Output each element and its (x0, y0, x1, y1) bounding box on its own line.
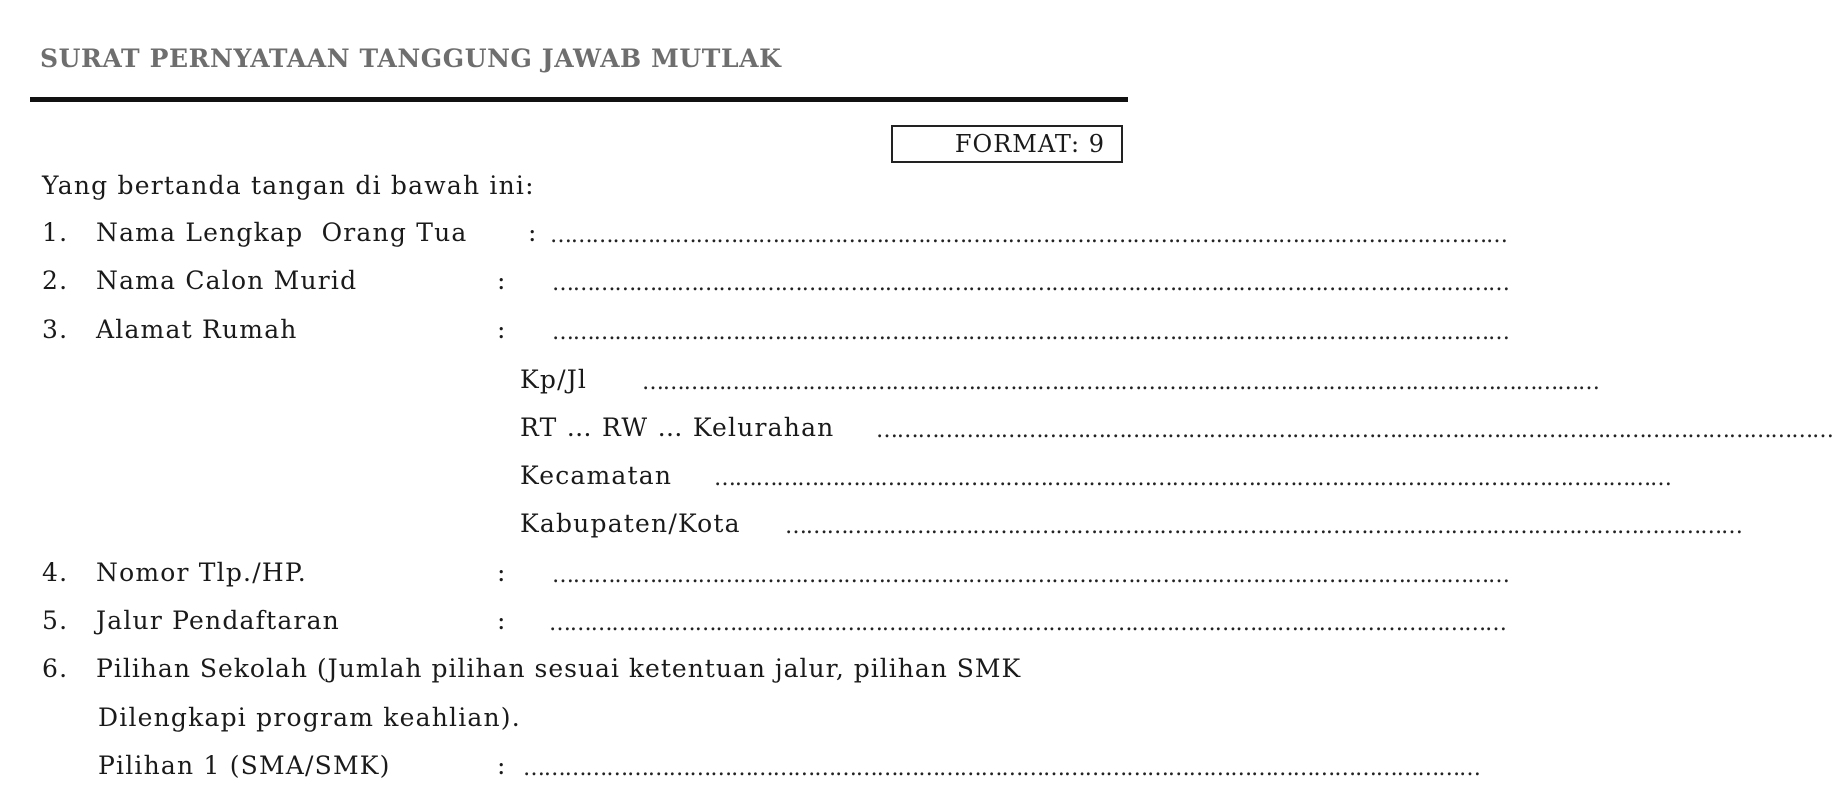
field-number: 3. (42, 315, 69, 344)
field-number: 1. (42, 218, 69, 247)
field-label-student-name: Nama Calon Murid (96, 266, 358, 295)
field-label-registration-path: Jalur Pendaftaran (96, 606, 340, 635)
intro-text: Yang bertanda tangan di bawah ini: (42, 171, 535, 200)
fill-line-street[interactable]: ………………………………………………………………………………………………………………………… (642, 370, 1599, 395)
fill-line-registration-path[interactable]: ………………………………………………………………………………………………………………………… (549, 611, 1506, 636)
field-number: 2. (42, 266, 69, 295)
field-colon: : (497, 751, 507, 780)
field-colon: : (497, 315, 507, 344)
fill-line-kecamatan[interactable]: ………………………………………………………………………………………………………………………… (714, 466, 1671, 491)
fill-line-address[interactable]: ………………………………………………………………………………………………………………………… (552, 320, 1509, 345)
address-sub-label-kecamatan: Kecamatan (520, 461, 673, 490)
school-choice-continuation: Dilengkapi program keahlian). (98, 703, 521, 732)
format-box: FORMAT: 9 (891, 125, 1123, 163)
fill-line-student-name[interactable]: ………………………………………………………………………………………………………………………… (552, 271, 1509, 296)
fill-line-parent-name[interactable]: ………………………………………………………………………………………………………………………… (550, 223, 1507, 248)
field-label-phone: Nomor Tlp./HP. (96, 558, 307, 587)
field-colon: : (497, 266, 507, 295)
fill-line-kelurahan[interactable]: ………………………………………………………………………………………………………………………… (876, 418, 1833, 443)
field-colon: : (528, 218, 538, 247)
address-sub-label-rt-rw-kelurahan: RT … RW … Kelurahan (520, 413, 835, 442)
field-number: 4. (42, 558, 69, 587)
field-colon: : (497, 606, 507, 635)
field-colon: : (497, 558, 507, 587)
address-sub-label-street: Kp/Jl (520, 365, 588, 394)
field-number: 5. (42, 606, 69, 635)
fill-line-school-choice-1[interactable]: ………………………………………………………………………………………………………………………… (523, 756, 1480, 781)
field-number: 6. (42, 654, 69, 683)
address-sub-label-kabupaten-kota: Kabupaten/Kota (520, 509, 741, 538)
document-title: SURAT PERNYATAAN TANGGUNG JAWAB MUTLAK (40, 44, 782, 73)
field-label-parent-name: Nama Lengkap Orang Tua (96, 218, 468, 247)
fill-line-phone[interactable]: ………………………………………………………………………………………………………………………… (552, 563, 1509, 588)
field-label-address: Alamat Rumah (96, 315, 298, 344)
school-choice-1-label: Pilihan 1 (SMA/SMK) (98, 751, 391, 780)
field-label-school-choice: Pilihan Sekolah (Jumlah pilihan sesuai ketentuan jalur, pilihan SMK (96, 654, 1022, 683)
title-rule (30, 97, 1128, 102)
fill-line-kabupaten-kota[interactable]: ………………………………………………………………………………………………………………………… (785, 514, 1742, 539)
